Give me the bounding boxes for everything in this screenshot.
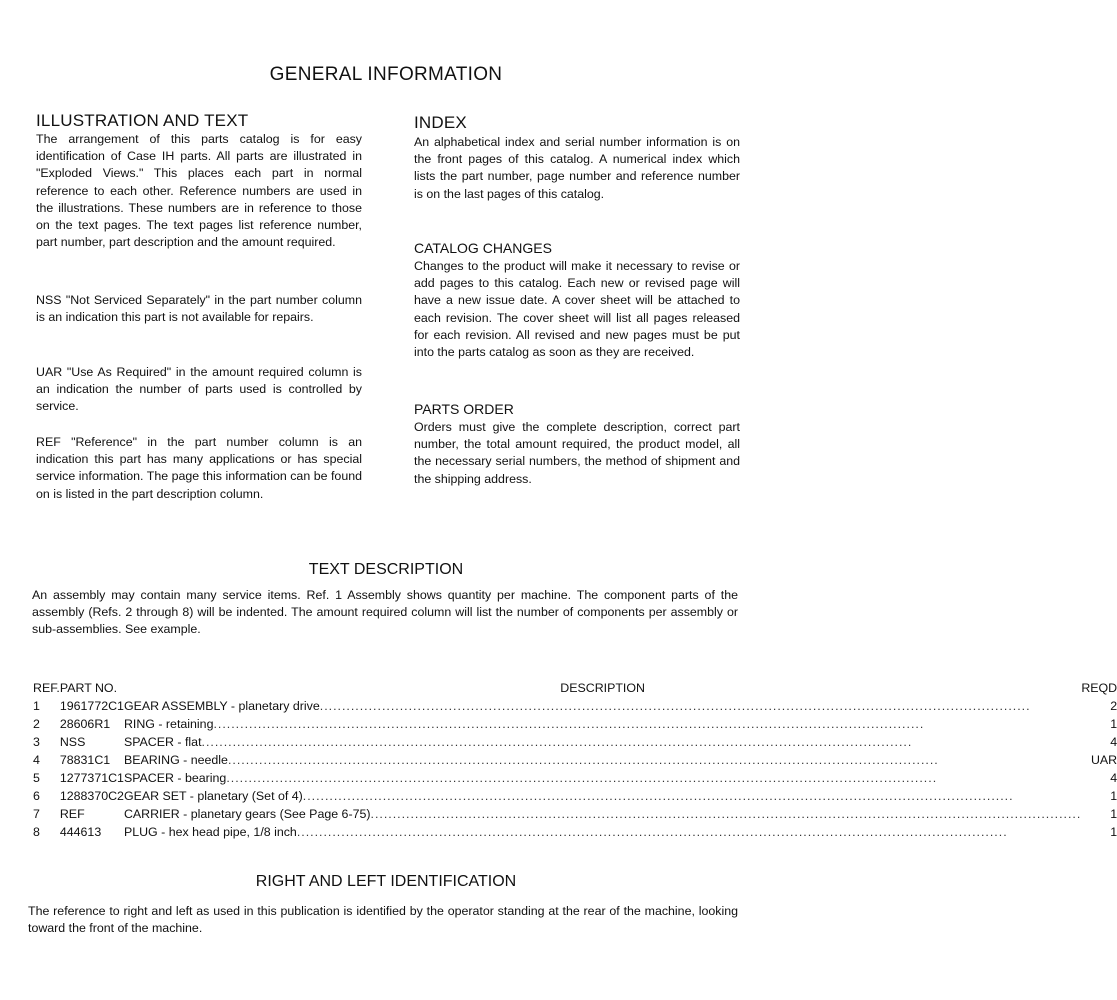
header-ref: REF. xyxy=(33,681,60,695)
illustration-heading: ILLUSTRATION AND TEXT xyxy=(36,111,249,130)
row-description: GEAR ASSEMBLY - planetary drive xyxy=(123,699,320,713)
row-description: RING - retaining xyxy=(123,717,214,731)
catalog-changes-heading: CATALOG CHANGES xyxy=(414,240,552,256)
header-part-no: PART NO. xyxy=(59,681,118,695)
row-qty: 1 xyxy=(1110,807,1117,821)
page-title: GENERAL INFORMATION xyxy=(269,64,503,85)
row-description: SPACER - flat xyxy=(123,735,202,749)
row-part-no: 1961772C1 xyxy=(59,699,124,713)
table-row xyxy=(33,749,1117,767)
row-qty: 1 xyxy=(1110,789,1117,803)
dot-leader xyxy=(228,753,1081,767)
dot-leader xyxy=(202,735,1082,749)
catalog-changes-paragraph: Changes to the product will make it necessary to revise or add pages to this catalog. Each new or revised page will have a new issue date. A cover sheet will be attached to each revision. The cover sheet will list all pages released for each revision. All revised and new pages must be put into the parts catalog as soon as they are received. xyxy=(414,259,740,360)
table-row xyxy=(33,731,1117,749)
row-qty: 1 xyxy=(1110,717,1117,731)
index-paragraph: An alphabetical index and serial number information is on the front pages of this catalog. A numerical index which lists the part number, page number and reference number is on the last pages of this catalog. xyxy=(414,135,740,201)
row-ref: 3 xyxy=(33,735,40,749)
parts-example-table xyxy=(33,677,1117,839)
row-ref: 8 xyxy=(33,825,40,839)
dot-leader xyxy=(320,699,1082,713)
table-row xyxy=(33,821,1117,839)
row-part-no: 444613 xyxy=(59,825,102,839)
row-part-no: NSS xyxy=(59,735,86,749)
dot-leader xyxy=(303,789,1082,803)
row-part-no: 1288370C2 xyxy=(59,789,124,803)
row-ref: 6 xyxy=(33,789,40,803)
row-ref: 5 xyxy=(33,771,40,785)
row-part-no: 28606R1 xyxy=(59,717,111,731)
row-qty: 4 xyxy=(1110,771,1117,785)
table-row xyxy=(33,767,1117,785)
row-part-no: 78831C1 xyxy=(59,753,111,767)
dot-leader xyxy=(297,825,1081,839)
dot-leader xyxy=(226,771,1081,785)
right-left-paragraph: The reference to right and left as used in this publication is identified by the operator standing at the rear of the machine, looking toward the front of the machine. xyxy=(28,904,738,936)
row-description: PLUG - hex head pipe, 1/8 inch xyxy=(123,825,297,839)
table-row xyxy=(33,695,1117,713)
row-ref: 4 xyxy=(33,753,40,767)
uar-paragraph: UAR "Use As Required" in the amount required column is an indication the number of parts used is controlled by service. xyxy=(36,365,362,414)
row-ref: 2 xyxy=(33,717,40,731)
illustration-paragraph: The arrangement of this parts catalog is for easy identification of Case IH parts. All parts are illustrated in "Exploded Views." This places each part in normal reference to each other. Reference numbers are used in the illustrations. These numbers are in reference to those on the text pages. The text pages list reference number, part number, part description and the amount required. xyxy=(36,132,362,250)
parts-order-heading: PARTS ORDER xyxy=(414,401,514,417)
table-row xyxy=(33,713,1117,731)
row-part-no: 1277371C1 xyxy=(59,771,124,785)
header-reqd: REQD xyxy=(1081,681,1117,695)
row-description: CARRIER - planetary gears (See Page 6-75) xyxy=(123,807,371,821)
text-description-heading: TEXT DESCRIPTION xyxy=(308,561,464,578)
row-description: GEAR SET - planetary (Set of 4) xyxy=(123,789,303,803)
row-ref: 1 xyxy=(33,699,40,713)
table-row xyxy=(33,803,1117,821)
index-heading: INDEX xyxy=(414,113,467,132)
table-row xyxy=(33,785,1117,803)
row-qty: 4 xyxy=(1110,735,1117,749)
row-ref: 7 xyxy=(33,807,40,821)
ref-paragraph: REF "Reference" in the part number column is an indication this part has many applications or has special service information. The page this information can be found on is listed in the part description column. xyxy=(36,435,362,501)
row-qty: 1 xyxy=(1110,825,1117,839)
parts-table-header-row xyxy=(33,677,1117,695)
dot-leader xyxy=(371,807,1082,821)
row-part-no: REF xyxy=(59,807,85,821)
row-description: BEARING - needle xyxy=(123,753,228,767)
right-left-heading: RIGHT AND LEFT IDENTIFICATION xyxy=(255,873,517,890)
text-description-paragraph: An assembly may contain many service items. Ref. 1 Assembly shows quantity per machine. The component parts of the assembly (Refs. 2 through 8) will be indented. The amount required column will list the number of components per assembly or sub-assemblies. See example. xyxy=(32,588,738,637)
row-qty: 2 xyxy=(1110,699,1117,713)
nss-paragraph: NSS "Not Serviced Separately" in the part number column is an indication this part is not available for repairs. xyxy=(36,293,362,325)
parts-order-paragraph: Orders must give the complete description, correct part number, the total amount required, the product model, all the necessary serial numbers, the method of shipment and the shipping address. xyxy=(414,420,740,486)
row-qty: UAR xyxy=(1090,753,1117,767)
dot-leader xyxy=(213,717,1081,731)
header-description: DESCRIPTION xyxy=(560,681,645,695)
row-description: SPACER - bearing xyxy=(123,771,227,785)
